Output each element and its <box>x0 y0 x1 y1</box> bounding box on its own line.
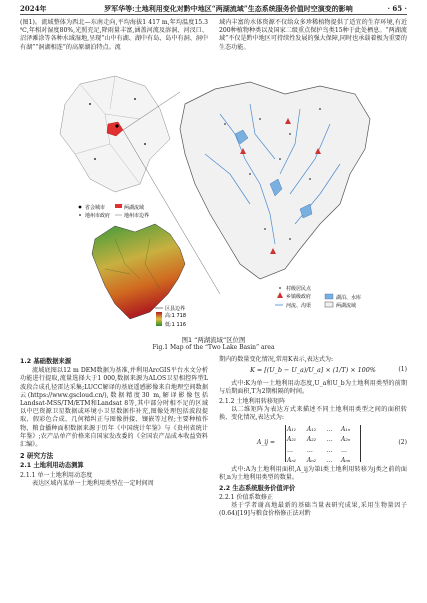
equation-1-number: (1) <box>398 366 407 374</box>
matrix-row <box>286 446 360 456</box>
equation-2-number: (2) <box>398 439 407 447</box>
figure-caption-en: Fig.1 Map of the “Two Lake Basin” area <box>152 344 275 351</box>
right-paragraph-4: 式中:A为土地利用面积,A_ij为第i类土地利用转移为j类之前的面积,n为土地利用类型的数量。 <box>219 466 407 482</box>
matrix-row <box>286 456 360 466</box>
figure-caption-cn: 图1 “两湖流域”区位图 <box>181 336 246 344</box>
intro-right-column <box>219 19 407 52</box>
inset-legend-item-prefecture: 地州市政府 <box>85 213 111 219</box>
header-page-number: · 65 · <box>387 4 407 13</box>
location-map <box>20 64 407 334</box>
inset-legend-item-boundary: 地州市边界 <box>124 213 150 219</box>
section-2-2-1-heading: 2.2.1 价值系数修正 <box>219 493 274 501</box>
matrix-cell: Aₙₙ <box>341 456 351 464</box>
dem-map <box>92 224 185 319</box>
basin-legend-basin: 两湖流域 <box>336 303 357 309</box>
equation-1-body: K = [(U_b − U_a)/U_a] × (1/T) × 100% <box>250 366 376 375</box>
inset-map <box>60 76 170 192</box>
matrix-cell: A₁ₙ <box>341 426 351 434</box>
basin-legend-lake: 湖泊、水库 <box>336 295 362 301</box>
right-paragraph-2: 式中:K为单一土地利用动态度,U_a和U_b为土地利用类型的前期与后期面积,T为2期相隔的时间。 <box>219 380 407 396</box>
header-rule <box>20 14 407 15</box>
inset-legend-item-capital: 省会城市 <box>85 205 106 211</box>
dem-legend-low: 低:1 116 <box>165 322 186 328</box>
section-2-1-1-text: 表达区域内某单一土地利用类型在一定时间周 <box>32 479 154 487</box>
dem-legend-title: 区县边界 <box>165 306 186 312</box>
matrix-cell: … <box>326 456 333 464</box>
matrix-cell: Aₙ₁ <box>287 456 297 464</box>
matrix-bracket <box>285 425 361 462</box>
basin-legend-village: 村级居民点 <box>286 286 312 292</box>
right-paragraph-5: 基于学者谢高地最新的基础当量表研究成果,采用生物量因子(0.64)[19]与粮食价格修正法对黔 <box>219 502 407 518</box>
basin-legend-town: 乡镇级政府 <box>286 294 312 300</box>
basin-map <box>180 82 370 279</box>
section-2-heading: 2 研究方法 <box>20 452 54 461</box>
section-2-1-heading: 2.1 土地利用动态测算 <box>20 462 84 470</box>
figure-1 <box>20 64 407 334</box>
inset-legend-item-basin: 两湖流域 <box>124 205 145 211</box>
intro-right-text: 域内丰富的水体资源不仅给众多珍稀植物提供了适宜的生存环境,有近200种植物种类以及国家二级重点保护鸟类15种于此处栖息。“两湖流域”不仅是黔中地区可持续性发展的强大保障,同时也承载着极为重要的生态功能。 <box>219 19 407 51</box>
lower-right-column <box>219 356 407 518</box>
intro-left-text: (图1)。流域整体为西北—东南走向,平均海拔1 417 m,年均温度15.3 ℃,年相对湿度80%,光照充足,降雨量丰富,涵盖河流及溶洞、河汊口、沼泽滩涂等各种水域湿地,呈现“山中有湖、湖中有岛、岛中有洞、洞中有湖”“洞湖相连”的高原湖泊特点。流 <box>20 19 208 51</box>
matrix-cell: … <box>306 446 313 454</box>
matrix-row <box>286 425 360 435</box>
matrix-lhs: A_ij = <box>257 439 276 447</box>
matrix-cell: A₂₂ <box>306 436 317 444</box>
basin-legend <box>275 285 361 309</box>
matrix-cell: A₂ₙ <box>341 436 351 444</box>
basin-legend-river: 河流、沟渠 <box>286 303 312 309</box>
equation-2 <box>219 424 407 464</box>
matrix-row <box>286 435 360 445</box>
matrix-cell: … <box>326 436 333 444</box>
right-paragraph-3: 以二维矩阵为表达方式来描述不同土地利用类型之间的面积转换、变化情况,表达式为: <box>219 405 407 422</box>
matrix-cell: A₂₁ <box>287 436 297 444</box>
lower-left-column <box>20 356 208 488</box>
matrix-cell: A₁₂ <box>306 426 317 434</box>
section-2-2-heading: 2.2 生态系统服务价值评价 <box>219 484 296 492</box>
matrix-cell: … <box>341 446 348 454</box>
equation-1 <box>219 366 407 378</box>
matrix-cell: … <box>326 446 333 454</box>
intro-left-column <box>20 19 208 52</box>
dem-legend <box>155 305 186 328</box>
section-1-2-text: 流域底图以12 m DEM数据为基准,并利用ArcGIS平台水文分析功能进行提取,流量选择大于1 000,数据来源为ALOS卫星相控阵型L波段合成孔径雷达采集;LUCC解译的基底遥感影像来自地理空间数据云(https://www.gscloud.cn/),数据精度30 m,解译影像包括Landsat-MSS/TM/ETM和Landsat 8等,其中部分时相不足的区域以中巴资源卫星数据或环境小卫星数据作补充,图像处理包括波段提取、假彩色合成、几何精纠正与图像拼接、镶嵌等过程;主要种植作物、粮食播种面积数据来源于历年《中国统计年鉴》与《贵州省统计年鉴》;农产品单产价格来自国家发改委的《全国农产品成本收益资料汇编》。 <box>20 367 208 449</box>
section-2-1-1-heading: 2.1.1 单一土地利用动态度 <box>20 471 93 479</box>
section-1-2-heading: 1.2 基础数据来源 <box>20 358 72 365</box>
matrix-cell: … <box>326 426 333 434</box>
right-paragraph-1: 期内的数量变化情况,常用K表示,表达式为: <box>219 356 334 363</box>
matrix-table <box>286 425 360 466</box>
dem-legend-high: 高:1 718 <box>165 313 186 319</box>
section-2-1-2-heading: 2.1.2 土地利用转移矩阵 <box>219 397 286 405</box>
matrix-cell: A₁₁ <box>287 426 297 434</box>
header-year: 2024年 <box>20 4 47 13</box>
inset-legend <box>79 204 149 219</box>
matrix-cell: … <box>287 446 293 454</box>
header-title: 罗军华等:土地利用变化对黔中地区“两湖流域”生态系统服务价值时空演变的影响 <box>104 4 353 13</box>
matrix-cell: Aₙ₂ <box>306 456 317 464</box>
